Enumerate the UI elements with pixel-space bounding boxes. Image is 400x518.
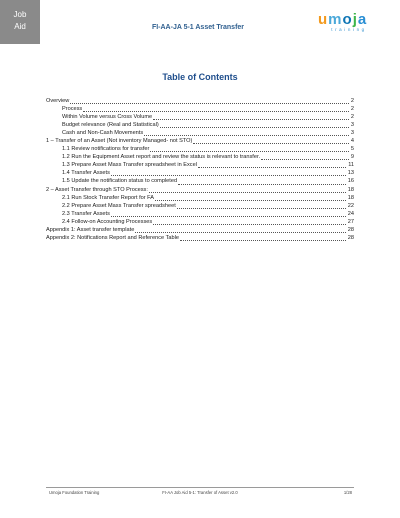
toc-entry[interactable] [46, 218, 354, 226]
page-number: 1/28 [343, 490, 352, 495]
toc-entry-text: 1.2 Run the Equipment Asset report and review the status is relevant to transfer. [62, 154, 261, 161]
toc-entry-page: 5 [350, 146, 354, 153]
toc-entry-text: 2 – Asset Transfer through STO Process: [46, 186, 148, 193]
logo-letter: j [352, 11, 358, 28]
toc-leader-dots [153, 218, 346, 225]
toc-entry[interactable] [46, 194, 354, 202]
toc-entry[interactable] [46, 137, 354, 145]
logo-letter: u [318, 11, 329, 28]
toc-entry[interactable] [46, 129, 354, 137]
toc-entry[interactable] [46, 202, 354, 210]
logo-letter: m [328, 11, 343, 28]
toc-entry[interactable] [46, 169, 354, 177]
toc-entry-text: 2.3 Transfer Assets [62, 210, 110, 217]
toc-entry-page: 18 [347, 186, 354, 193]
footer-divider [46, 487, 354, 488]
footer-left-text: Umoja Foundation Training [49, 490, 100, 495]
toc-entry-page: 13 [347, 170, 354, 177]
toc-leader-dots [150, 145, 349, 152]
toc-entry-page: 3 [350, 122, 354, 129]
toc-leader-dots [178, 178, 346, 185]
toc-entry-page: 11 [348, 162, 354, 169]
toc-entry-page: 9 [350, 154, 354, 161]
toc-entry[interactable] [46, 234, 354, 242]
toc-entry-page: 3 [350, 130, 354, 137]
toc-entry[interactable] [46, 113, 354, 121]
toc-entry-page: 18 [347, 194, 354, 201]
toc-entry-page: 2 [350, 114, 354, 121]
toc-entry-text: 1 – Transfer of an Asset (Not inventory Managed- not STO) [46, 138, 193, 145]
toc-leader-dots [144, 129, 349, 136]
toc-leader-dots [70, 97, 349, 104]
toc-entry-text: 1.5 Update the notification status to completed [62, 178, 178, 185]
toc-entry-page: 4 [350, 138, 354, 145]
toc-leader-dots [160, 121, 349, 128]
logo-letter: o [342, 11, 353, 28]
toc-leader-dots [83, 105, 349, 112]
toc-leader-dots [261, 153, 349, 160]
toc-leader-dots [149, 186, 346, 193]
toc-entry[interactable] [46, 177, 354, 185]
toc-entry-text: 1.1 Review notifications for transfer [62, 146, 150, 153]
umoja-training-logo [318, 12, 380, 42]
logo-letter: a [357, 11, 368, 28]
toc-leader-dots [177, 202, 346, 209]
toc-entry-text: Process [62, 106, 83, 113]
toc-heading: Table of Contents [162, 72, 238, 82]
toc-entry-text: Cash and Non-Cash Movements [62, 130, 144, 137]
toc-leader-dots [180, 234, 346, 241]
badge-line-1: Job [13, 10, 27, 19]
toc-entry-page: 2 [350, 98, 354, 104]
toc-entry[interactable] [46, 186, 354, 194]
toc-entry-page: 2 [350, 106, 354, 113]
logo-subtitle: training [331, 27, 367, 32]
toc-leader-dots [153, 113, 349, 120]
toc-entry-page: 28 [347, 234, 354, 241]
toc-entry-page: 22 [347, 202, 354, 209]
toc-entry-text: Budget relevance (Real and Statistical) [62, 122, 159, 129]
document-title: FI-AA-JA 5-1 Asset Transfer [151, 24, 245, 31]
toc-entry[interactable] [46, 121, 354, 129]
job-aid-badge [0, 0, 40, 44]
toc-entry-text: 1.3 Prepare Asset Mass Transfer spreadsheet in Excel [62, 162, 197, 169]
logo-wordmark [318, 12, 380, 28]
toc-entry-text: Within Volume versus Cross Volume [62, 114, 153, 121]
footer-center-text: FI-AA Job Aid 5-1: Transfer of Asset v2.0 [162, 490, 238, 495]
toc-leader-dots [155, 194, 346, 201]
toc-entry-text: 1.4 Transfer Assets [62, 170, 110, 177]
toc-entry-text: Overview [46, 98, 70, 104]
toc-entry-text: 2.2 Prepare Asset Mass Transfer spreadsheet [62, 202, 176, 209]
toc-entry-page: 24 [347, 210, 354, 217]
table-of-contents [46, 97, 354, 242]
toc-leader-dots [111, 210, 346, 217]
toc-entry[interactable] [46, 161, 354, 169]
toc-entry-page: 28 [347, 226, 354, 233]
toc-leader-dots [135, 226, 345, 233]
toc-entry[interactable] [46, 153, 354, 161]
toc-entry-text: Appendix 2: Notifications Report and Reference Table [46, 234, 179, 241]
toc-entry-page: 16 [347, 178, 354, 185]
toc-entry-text: 2.4 Follow-on Accounting Processes [62, 218, 153, 225]
badge-line-2: Aid [14, 22, 26, 31]
toc-entry[interactable] [46, 97, 354, 105]
toc-leader-dots [193, 137, 349, 144]
toc-entry[interactable] [46, 105, 354, 113]
toc-entry-page: 27 [347, 218, 354, 225]
toc-leader-dots [111, 169, 346, 176]
toc-entry[interactable] [46, 226, 354, 234]
toc-entry-text: Appendix 1: Asset transfer template [46, 226, 135, 233]
toc-entry[interactable] [46, 145, 354, 153]
toc-entry[interactable] [46, 210, 354, 218]
toc-entry-text: 2.1 Run Stock Transfer Report for FA [62, 194, 155, 201]
toc-leader-dots [198, 161, 346, 168]
